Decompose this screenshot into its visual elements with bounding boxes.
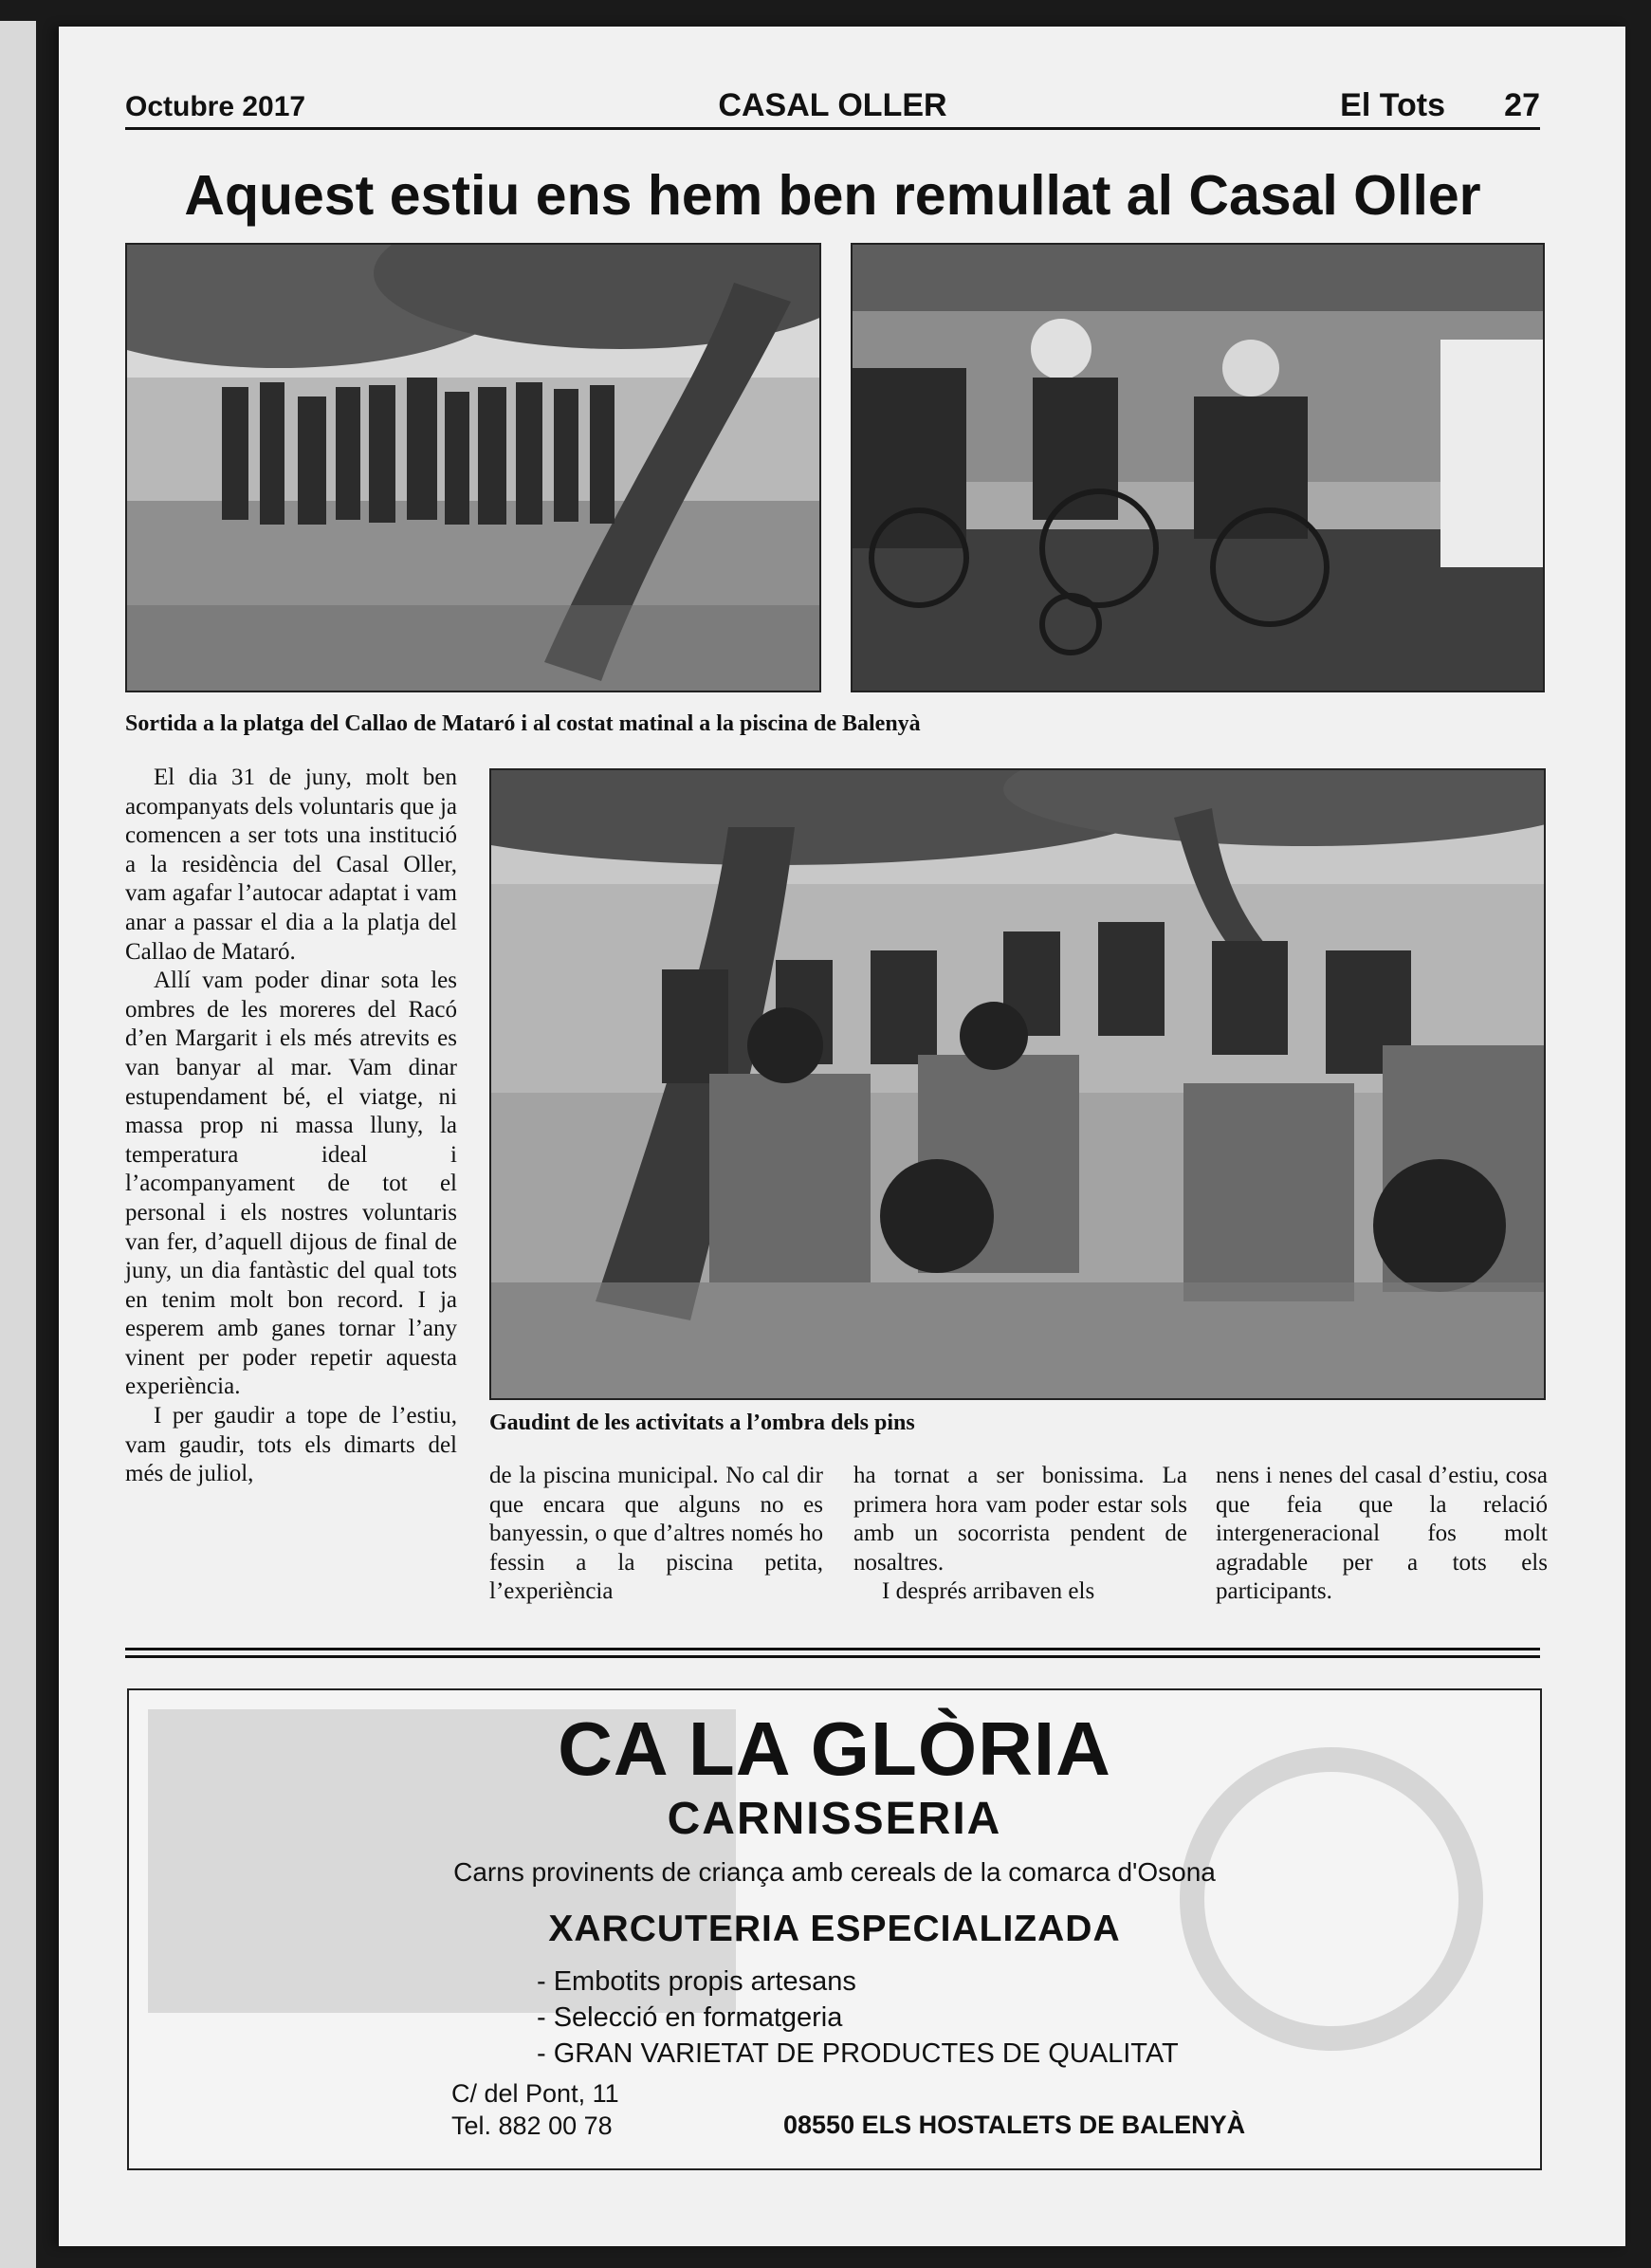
ad-specialty: XARCUTERIA ESPECIALIZADA bbox=[548, 1908, 1121, 1949]
list-item: - Selecció en formatgeria bbox=[537, 2002, 843, 2033]
header-section: CASAL OLLER bbox=[718, 87, 947, 123]
page-header bbox=[125, 83, 1540, 130]
ad-phone: Tel. 882 00 78 bbox=[451, 2111, 613, 2140]
article-column-2 bbox=[489, 1462, 823, 1607]
previous-page-edge bbox=[0, 21, 36, 2268]
ad-town: 08550 ELS HOSTALETS DE BALENYÀ bbox=[783, 2111, 1246, 2139]
ad-shop-subtitle: CARNISSERIA bbox=[667, 1794, 1002, 1844]
photo-pine-shade-activities bbox=[489, 768, 1546, 1400]
paragraph: nens i nenes del casal d’estiu, cosa que feia que la relació intergeneracional fos molt agradable per a tots els participants. bbox=[1216, 1463, 1548, 1605]
header-publication: El Tots bbox=[1340, 87, 1445, 123]
paragraph: Allí vam poder dinar sota les ombres de les moreres del Racó d’en Margarit i els més atrevits es van banyar al mar. Vam dinar estupendament bé, el viatge, ni massa prop ni massa lluny, la temperatura ideal i l’acompanyament de tot el personal i els nostres voluntaris van fer, d’aquell dijous de final de juny, un dia fantàstic del qual tots en tenim molt bon record. I ja esperem amb ganes tornar l’any vinent per poder repetir aquesta experiència. bbox=[125, 968, 457, 1400]
article-column-3 bbox=[853, 1462, 1187, 1607]
divider-rule bbox=[125, 1648, 1540, 1650]
paragraph: de la piscina municipal. No cal dir que encara que alguns no es banyessin, o que d’altres només ho fessin a la piscina petita, l’experiència bbox=[489, 1463, 823, 1605]
ad-product-list bbox=[537, 1964, 1179, 2072]
article-column-left bbox=[125, 764, 457, 1489]
paragraph: El dia 31 de juny, molt ben acompanyats dels voluntaris que ja comencen a ser tots una institució a la residència del Casal Oller, vam agafar l’autocar adaptat i vam anar a passar el dia a la platja del Callao de Mataró. bbox=[125, 765, 457, 965]
ad-tagline: Carns provinents de criança amb cereals de la comarca d'Osona bbox=[453, 1857, 1216, 1887]
photo-caption-main: Gaudint de les activitats a l’ombra dels pins bbox=[489, 1411, 915, 1435]
article-column-4 bbox=[1216, 1462, 1548, 1607]
article-title: Aquest estiu ens hem ben remullat al Casal Oller bbox=[184, 164, 1481, 227]
paragraph: ha tornat a ser bonissima. La primera hora vam poder estar sols amb un socorrista pendent de nosaltres. bbox=[853, 1463, 1187, 1576]
list-item: - GRAN VARIETAT DE PRODUCTES DE QUALITAT bbox=[537, 2038, 1179, 2069]
paragraph: I després arribaven els bbox=[882, 1578, 1095, 1605]
ad-contact bbox=[451, 2077, 619, 2142]
photo-pool-wheelchairs bbox=[851, 243, 1545, 692]
photo-caption-top: Sortida a la platga del Callao de Mataró i al costat matinal a la piscina de Balenyà bbox=[125, 711, 921, 736]
ad-shop-name: CA LA GLÒRIA bbox=[558, 1706, 1111, 1791]
ad-address: C/ del Pont, 11 bbox=[451, 2079, 619, 2108]
advertisement-ca-la-gloria bbox=[127, 1688, 1542, 2170]
divider-rule bbox=[125, 1655, 1540, 1658]
paragraph: I per gaudir a tope de l’estiu, vam gaudir, tots els dimarts del més de juliol, bbox=[125, 1403, 457, 1487]
photo-beach-group bbox=[125, 243, 821, 692]
list-item: - Embotits propis artesans bbox=[537, 1966, 856, 1997]
header-date: Octubre 2017 bbox=[125, 91, 306, 122]
header-page-number: 27 bbox=[1504, 87, 1540, 123]
